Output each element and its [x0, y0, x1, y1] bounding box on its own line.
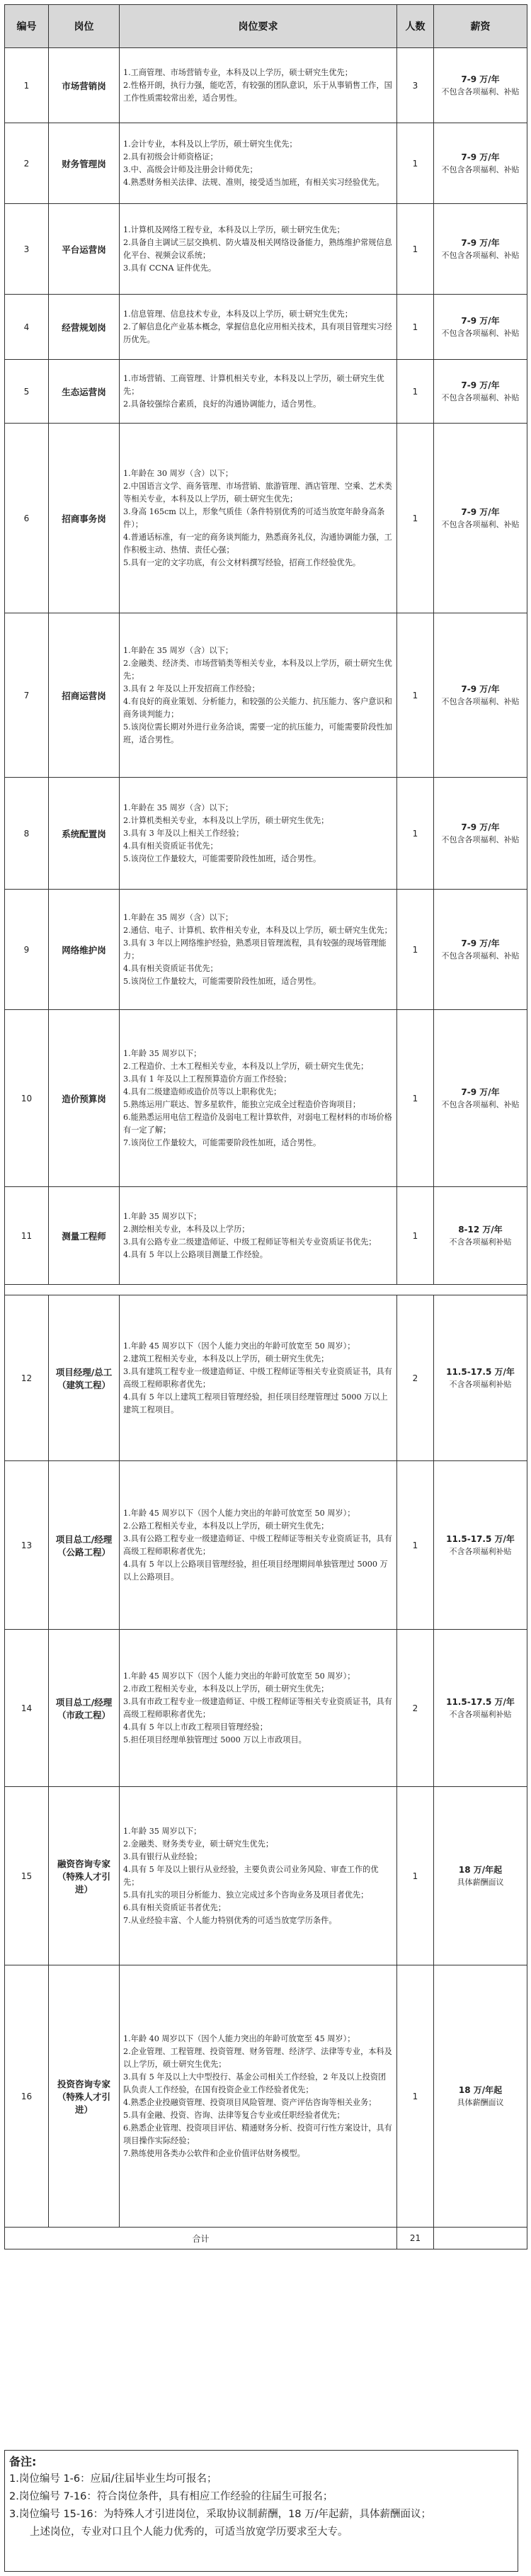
- row-requirements: 1.年龄在 35 周岁（含）以下； 2.通信、电子、计算机、软件相关专业，本科及以上学历，硕士研究生优先； 3.具有 3 年以上网络维护经验，熟悉项目管理流程，具有较强的现场管理能力； 4.具有相关资质证书优先； 5.该岗位工作量较大，可能需要阶段性加班，适合男性。: [120, 890, 397, 1010]
- row-position: 项目总工/经理（公路工程）: [49, 1461, 120, 1630]
- row-salary: [434, 1630, 527, 1787]
- salary-range: 7-9 万/年: [461, 938, 500, 948]
- row-count: 1: [397, 890, 434, 1010]
- row-salary: [434, 1787, 527, 1965]
- row-requirements: 1.年龄 45 周岁以下（因个人能力突出的年龄可放宽至 50 周岁）； 2.建筑工程相关专业，本科及以上学历，硕士研究生优先； 3.具有建筑工程专业一级建造师证、中级工程师证等相关专业资质证书，具有高级工程师职称者优先； 4.具有 5 年以上建筑工程项目管理经验，担任项目经理管理过 5000 万以上建筑工程项目。: [120, 1295, 397, 1461]
- table-row: [5, 613, 527, 778]
- total-label: 合计: [5, 2228, 397, 2249]
- row-no: 8: [5, 778, 49, 890]
- notes-title: 备注:: [9, 2455, 37, 2468]
- salary-range: 7-9 万/年: [461, 380, 500, 390]
- salary-note: 不包含各项福利、补贴: [441, 86, 520, 96]
- salary-note: 不包含各项福利、补贴: [441, 1099, 520, 1109]
- row-salary: [434, 890, 527, 1010]
- row-count: 1: [397, 204, 434, 295]
- row-count: 1: [397, 1187, 434, 1285]
- row-position: 项目总工/经理（市政工程）: [49, 1630, 120, 1787]
- row-no: 3: [5, 204, 49, 295]
- row-position: 造价预算岗: [49, 1010, 120, 1187]
- row-salary: [434, 424, 527, 613]
- row-position: 融资咨询专家（特殊人才引进）: [49, 1787, 120, 1965]
- table-row: [5, 1461, 527, 1630]
- notes-line: 2.岗位编号 7-16：符合岗位条件，具有相应工作经验的往届生可报名；: [9, 2491, 333, 2502]
- row-no: 10: [5, 1010, 49, 1187]
- salary-range: 7-9 万/年: [461, 506, 500, 517]
- salary-note: 不含各项福利补贴: [449, 1237, 512, 1247]
- row-no: 5: [5, 360, 49, 424]
- row-requirements: 1.年龄 45 周岁以下（因个人能力突出的年龄可放宽至 50 周岁）； 2.公路工程相关专业，本科及以上学历，硕士研究生优先； 3.具有公路工程专业一级建造师证、中级工程师证等相关专业资质证书，具有高级工程师职称者优先； 4.具有 5 年以上公路项目管理经验，担任项目经理期间单独管理过 5000 万以上公路项目。: [120, 1461, 397, 1630]
- table-row: [5, 1010, 527, 1187]
- salary-note: 具体薪酬面议: [457, 2097, 504, 2107]
- salary-note: 不包含各项福利、补贴: [441, 696, 520, 706]
- salary-note: 具体薪酬面议: [457, 1877, 504, 1887]
- row-count: 1: [397, 1965, 434, 2228]
- row-requirements: 1.年龄在 35 周岁（含）以下； 2.金融类、经济类、市场营销类等相关专业，本科及以上学历，硕士研究生优先； 3.具有 2 年及以上开发招商工作经验； 4.有良好的商业策划、分析能力，和较强的公关能力、抗压能力、客户意识和商务谈判能力； 5.该岗位需长期对外进行业务洽谈，需要一定的抗压能力，可能需要阶段性加班，适合男性。: [120, 613, 397, 778]
- row-salary: [434, 1965, 527, 2228]
- row-no: 2: [5, 123, 49, 204]
- salary-range: 7-9 万/年: [461, 1086, 500, 1097]
- table-row: [5, 1295, 527, 1461]
- row-requirements: 1.会计专业，本科及以上学历，硕士研究生优先； 2.具有初级会计师资格证； 3.中、高级会计师及注册会计师优先； 4.熟悉财务相关法律、法规、准则，接受适当加班，有相关实习经验优先。: [120, 123, 397, 204]
- row-count: 1: [397, 360, 434, 424]
- salary-note: 不包含各项福利、补贴: [441, 951, 520, 960]
- table-row: [5, 295, 527, 360]
- table-row: [5, 1965, 527, 2228]
- total-count: 21: [397, 2228, 434, 2249]
- table-row: [5, 1187, 527, 1285]
- row-count: 1: [397, 1461, 434, 1630]
- header-count: 人数: [397, 5, 434, 48]
- row-requirements: 1.年龄在 35 周岁（含）以下； 2.计算机类相关专业，本科及以上学历，硕士研究生优先； 3.具有 3 年及以上相关工作经验； 4.具有相关资质证书优先； 5.该岗位工作量较大，可能需要阶段性加班，适合男性。: [120, 778, 397, 890]
- salary-note: 不包含各项福利、补贴: [441, 328, 520, 338]
- salary-range: 7-9 万/年: [461, 237, 500, 248]
- row-position: 财务管理岗: [49, 123, 120, 204]
- notes-line: 1.岗位编号 1-6：应届/往届毕业生均可报名；: [9, 2473, 217, 2485]
- salary-note: 不含各项福利补贴: [449, 1709, 512, 1719]
- row-position: 经营规划岗: [49, 295, 120, 360]
- row-position: 招商运营岗: [49, 613, 120, 778]
- row-salary: [434, 613, 527, 778]
- salary-note: 不包含各项福利、补贴: [441, 392, 520, 402]
- notes-line: 3.岗位编号 15-16：为特殊人才引进岗位，采取协议制薪酬，18 万/年起薪，具体薪酬面议；: [9, 2509, 432, 2520]
- row-requirements: 1.年龄 40 周岁以下（因个人能力突出的年龄可放宽至 45 周岁）； 2.企业管理、工程管理、投资管理、财务管理、经济学、法律等专业，本科及以上学历，硕士研究生优先； 3.具有 5 年及以上大中型投行、基金公司相关工作经验，2 年及以上投资团队负责人工作经验，在国有投资企业工作经验者优先； 4.熟悉企业投融资管理、投资项目风险管理、资产评估咨询等相关业务； 5.具有金融、投资、咨询、法律等复合专业或任职经验者优先； 6.熟悉企业管理、投资项目评估、精通财务分析、投资可行性方案设计，具有项目操作实际经验； 7.熟练使用各类办公软件和企业价值评估财务模型。: [120, 1965, 397, 2228]
- table-header-row: [5, 5, 527, 48]
- salary-range: 7-9 万/年: [461, 152, 500, 162]
- salary-range: 11.5-17.5 万/年: [446, 1533, 515, 1544]
- row-salary: [434, 1461, 527, 1630]
- row-requirements: 1.计算机及网络工程专业，本科及以上学历，硕士研究生优先； 2.具备自主调试三层交换机、防火墙及相关网络设备能力，熟练维护常规信息化平台、视频会议系统； 3.具有 CCNA 证件优先。: [120, 204, 397, 295]
- salary-note: 不包含各项福利、补贴: [441, 250, 520, 260]
- row-salary: [434, 123, 527, 204]
- row-no: 13: [5, 1461, 49, 1630]
- table-row: [5, 48, 527, 123]
- row-requirements: 1.工商管理、市场营销专业，本科及以上学历，硕士研究生优先； 2.性格开朗，执行力强，能吃苦，有较强的团队意识，乐于从事销售工作，国工作性质需较常出差，适合男性。: [120, 48, 397, 123]
- salary-note: 不含各项福利补贴: [449, 1379, 512, 1389]
- table-row: [5, 890, 527, 1010]
- salary-range: 18 万/年起: [458, 1864, 503, 1875]
- salary-note: 不包含各项福利、补贴: [441, 164, 520, 174]
- salary-range: 8-12 万/年: [458, 1224, 503, 1235]
- salary-note: 不包含各项福利、补贴: [441, 834, 520, 844]
- row-salary: [434, 48, 527, 123]
- row-no: 1: [5, 48, 49, 123]
- row-count: 3: [397, 48, 434, 123]
- row-position: 市场营销岗: [49, 48, 120, 123]
- row-no: 12: [5, 1295, 49, 1461]
- row-salary: [434, 295, 527, 360]
- salary-range: 11.5-17.5 万/年: [446, 1366, 515, 1377]
- row-salary: [434, 204, 527, 295]
- salary-range: 18 万/年起: [458, 2084, 503, 2095]
- table-row: [5, 1787, 527, 1965]
- row-count: 2: [397, 1295, 434, 1461]
- row-requirements: 1.市场营销、工商管理、计算机相关专业，本科及以上学历，硕士研究生优先； 2.具备较强综合素质，良好的沟通协调能力，适合男性。: [120, 360, 397, 424]
- row-salary: [434, 1295, 527, 1461]
- row-position: 网络维护岗: [49, 890, 120, 1010]
- job-table: [4, 4, 527, 2249]
- salary-note: 不包含各项福利、补贴: [441, 519, 520, 529]
- salary-note: 不含各项福利补贴: [449, 1546, 512, 1556]
- row-position: 系统配置岗: [49, 778, 120, 890]
- row-no: 16: [5, 1965, 49, 2228]
- table-gap: [5, 1285, 527, 1295]
- salary-range: 11.5-17.5 万/年: [446, 1696, 515, 1707]
- gap-cell: [5, 1285, 527, 1295]
- row-salary: [434, 1187, 527, 1285]
- notes-line: 上述岗位，专业对口且个人能力优秀的，可适当放宽学历要求至大专。: [30, 2526, 348, 2538]
- table-row: [5, 123, 527, 204]
- row-salary: [434, 1010, 527, 1187]
- salary-range: 7-9 万/年: [461, 683, 500, 694]
- row-position: 测量工程师: [49, 1187, 120, 1285]
- row-no: 15: [5, 1787, 49, 1965]
- row-count: 2: [397, 1630, 434, 1787]
- table-row: [5, 1630, 527, 1787]
- row-position: 投资咨询专家（特殊人才引进）: [49, 1965, 120, 2228]
- row-requirements: 1.年龄 35 周岁以下； 2.金融类、财务类专业，硕士研究生优先； 3.具有银行从业经验； 4.具有 5 年及以上银行从业经验，主要负责公司业务风险、审查工作的优先； 5.具有扎实的项目分析能力、独立完成过多个咨询业务及项目者优先； 6.具有相关资质证书者优先； 7.从业经验丰富、个人能力特别优秀的可适当放宽学历条件。: [120, 1787, 397, 1965]
- total-salary-empty: [434, 2228, 527, 2249]
- row-no: 7: [5, 613, 49, 778]
- row-position: 项目经理/总工（建筑工程）: [49, 1295, 120, 1461]
- notes-box: [4, 2450, 518, 2572]
- row-count: 1: [397, 424, 434, 613]
- header-requirements: 岗位要求: [120, 5, 397, 48]
- row-no: 6: [5, 424, 49, 613]
- row-count: 1: [397, 123, 434, 204]
- row-salary: [434, 360, 527, 424]
- row-salary: [434, 778, 527, 890]
- salary-range: 7-9 万/年: [461, 822, 500, 832]
- header-salary: 薪资: [434, 5, 527, 48]
- row-no: 14: [5, 1630, 49, 1787]
- header-no: 编号: [5, 5, 49, 48]
- row-count: 1: [397, 613, 434, 778]
- row-requirements: 1.年龄 35 周岁以下； 2.工程造价、土木工程相关专业，本科及以上学历，硕士研究生优先； 3.具有 1 年及以上工程预算造价方面工作经验； 4.具有二级建造师或造价员等以上职称优先； 5.熟练运用广联达、智多星软件，能独立完成全过程造价咨询项目； 6.能熟悉运用电信工程造价及弱电工程计算软件，对弱电工程材料的市场价格有一定了解； 7.该岗位工作量较大，可能需要阶段性加班，适合男性。: [120, 1010, 397, 1187]
- salary-range: 7-9 万/年: [461, 74, 500, 84]
- header-position: 岗位: [49, 5, 120, 48]
- table-row: [5, 204, 527, 295]
- total-row: [5, 2228, 527, 2249]
- table-row: [5, 424, 527, 613]
- row-requirements: 1.年龄 45 周岁以下（因个人能力突出的年龄可放宽至 50 周岁）； 2.市政工程相关专业，本科及以上学历，硕士研究生优先； 3.具有市政工程专业一级建造师证、中级工程师证等相关专业资质证书，具有高级工程师职称者优先； 4.具有 5 年以上市政工程项目管理经验； 5.担任项目经理单独管理过 5000 万以上市政项目。: [120, 1630, 397, 1787]
- row-requirements: 1.信息管理、信息技术专业，本科及以上学历，硕士研究生优先； 2.了解信息化产业基本概念，掌握信息化应用相关技术，具有项目管理实习经历优先。: [120, 295, 397, 360]
- row-position: 平台运营岗: [49, 204, 120, 295]
- row-no: 11: [5, 1187, 49, 1285]
- row-count: 1: [397, 778, 434, 890]
- row-no: 4: [5, 295, 49, 360]
- row-position: 生态运营岗: [49, 360, 120, 424]
- row-count: 1: [397, 1787, 434, 1965]
- row-requirements: 1.年龄 35 周岁以下； 2.测绘相关专业，本科及以上学历； 3.具有公路专业二级建造师证、中级工程师证等相关专业资质证书优先； 4.具有 5 年以上公路项目测量工作经验。: [120, 1187, 397, 1285]
- row-count: 1: [397, 1010, 434, 1187]
- salary-range: 7-9 万/年: [461, 315, 500, 326]
- row-count: 1: [397, 295, 434, 360]
- table-row: [5, 360, 527, 424]
- row-position: 招商事务岗: [49, 424, 120, 613]
- row-no: 9: [5, 890, 49, 1010]
- row-requirements: 1.年龄在 30 周岁（含）以下； 2.中国语言文学、商务管理、市场营销、旅游管理、酒店管理、空乘、艺术类等相关专业，本科及以上学历，硕士研究生优先； 3.身高 165cm 以上，形象气质佳（条件特别优秀的可适当放宽年龄身高条件）； 4.普通话标准，有一定的商务谈判能力，熟悉商务礼仪，沟通协调能力强，工作积极主动、热情、责任心强； 5.具有一定的文字功底，有公文材料撰写经验，招商工作经验优先。: [120, 424, 397, 613]
- table-row: [5, 778, 527, 890]
